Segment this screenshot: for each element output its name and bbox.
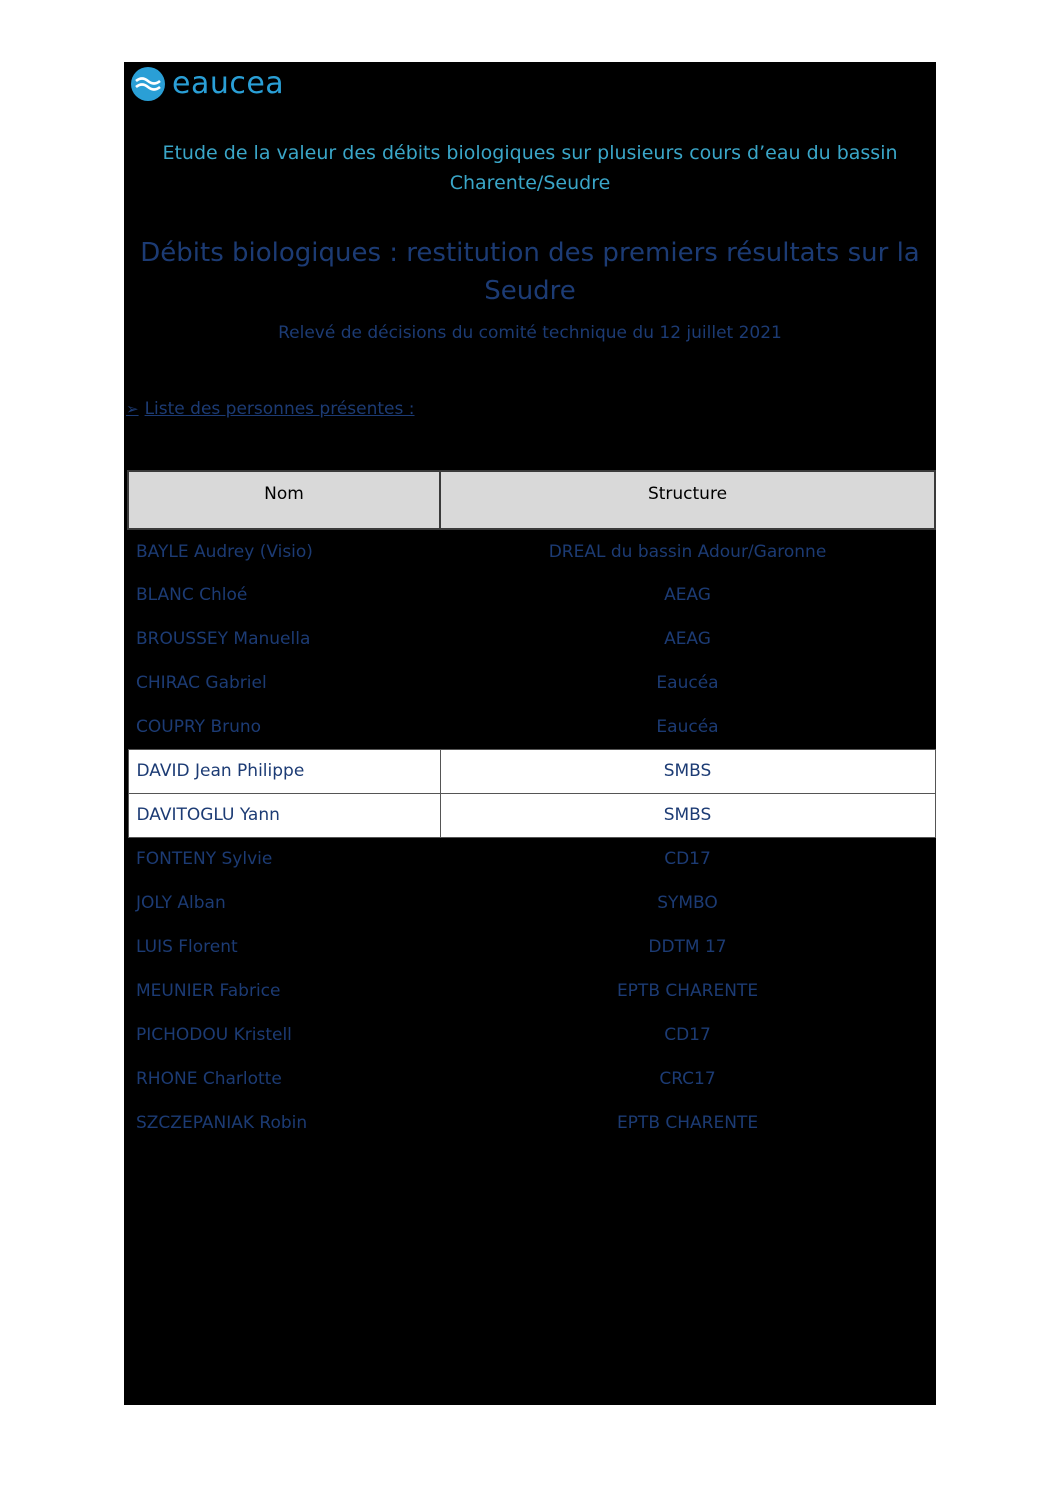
- attendee-name: MEUNIER Fabrice: [136, 981, 281, 1001]
- attendee-structure: SMBS: [440, 749, 935, 793]
- attendee-name: COUPRY Bruno: [136, 716, 262, 737]
- attendee-name: BLANC Chloé: [136, 585, 248, 605]
- attendee-structure: SYMBO: [657, 893, 718, 913]
- column-header-name: Nom: [128, 471, 440, 529]
- table-header-row: [128, 471, 935, 529]
- table-row: [128, 793, 935, 837]
- attendee-structure: CRC17: [659, 1069, 716, 1089]
- document-page: [124, 62, 936, 1405]
- table-row: [128, 881, 935, 925]
- attendee-name: CHIRAC Gabriel: [136, 673, 267, 693]
- attendee-structure: SMBS: [440, 793, 935, 837]
- attendee-structure: CD17: [664, 849, 711, 870]
- table-row: [128, 573, 935, 617]
- attendee-structure: EPTB CHARENTE: [616, 1113, 759, 1133]
- table-row: [128, 529, 935, 573]
- attendee-name: JOLY Alban: [136, 893, 226, 913]
- attendee-name: FONTENY Sylvie: [136, 849, 273, 870]
- page-title: Débits biologiques : restitution des premiers résultats sur la Seudre: [140, 238, 920, 306]
- table-row: [128, 1101, 935, 1145]
- table-row: [128, 969, 935, 1013]
- column-header-structure: Structure: [440, 471, 935, 529]
- attendee-name: DAVID Jean Philippe: [128, 749, 440, 793]
- table-row: [128, 837, 935, 881]
- logo: [130, 64, 284, 104]
- attendee-name: RHONE Charlotte: [136, 1069, 282, 1089]
- table-row: [128, 617, 935, 661]
- attendee-name: SZCZEPANIAK Robin: [136, 1113, 308, 1133]
- attendee-structure: Eaucéa: [656, 716, 719, 737]
- table-row: [128, 1057, 935, 1101]
- attendee-name: LUIS Florent: [136, 937, 238, 957]
- attendee-structure: DDTM 17: [648, 937, 727, 957]
- wave-circle-icon: [130, 66, 166, 102]
- attendee-structure: CD17: [664, 1025, 711, 1045]
- table-row: [128, 925, 935, 969]
- logo-text: eaucea: [172, 66, 285, 101]
- attendee-name: DAVITOGLU Yann: [128, 793, 440, 837]
- attendees-heading-label: Liste des personnes présentes :: [144, 399, 415, 419]
- table-body: [128, 529, 935, 1145]
- attendee-name: BAYLE Audrey (Visio): [136, 541, 313, 562]
- table-row: [128, 749, 935, 793]
- table-row: [128, 661, 935, 705]
- attendees-table: [127, 470, 936, 1145]
- attendees-heading: [126, 396, 415, 422]
- table-row: [128, 705, 935, 749]
- attendee-structure: AEAG: [664, 585, 711, 605]
- study-subtitle: Etude de la valeur des débits biologiques sur plusieurs cours d’eau du bassin Charente/Seudre: [162, 142, 898, 194]
- table-row: [128, 1013, 935, 1057]
- decision-line: Relevé de décisions du comité technique du 12 juillet 2021: [278, 323, 782, 343]
- arrow-bullet-icon: ➢: [126, 400, 139, 418]
- attendee-structure: Eaucéa: [656, 673, 719, 693]
- attendee-name: BROUSSEY Manuella: [136, 629, 311, 649]
- attendee-structure: AEAG: [664, 629, 711, 649]
- attendee-structure: EPTB CHARENTE: [616, 981, 759, 1001]
- attendee-name: PICHODOU Kristell: [136, 1025, 292, 1045]
- attendee-structure: DREAL du bassin Adour/Garonne: [548, 541, 827, 562]
